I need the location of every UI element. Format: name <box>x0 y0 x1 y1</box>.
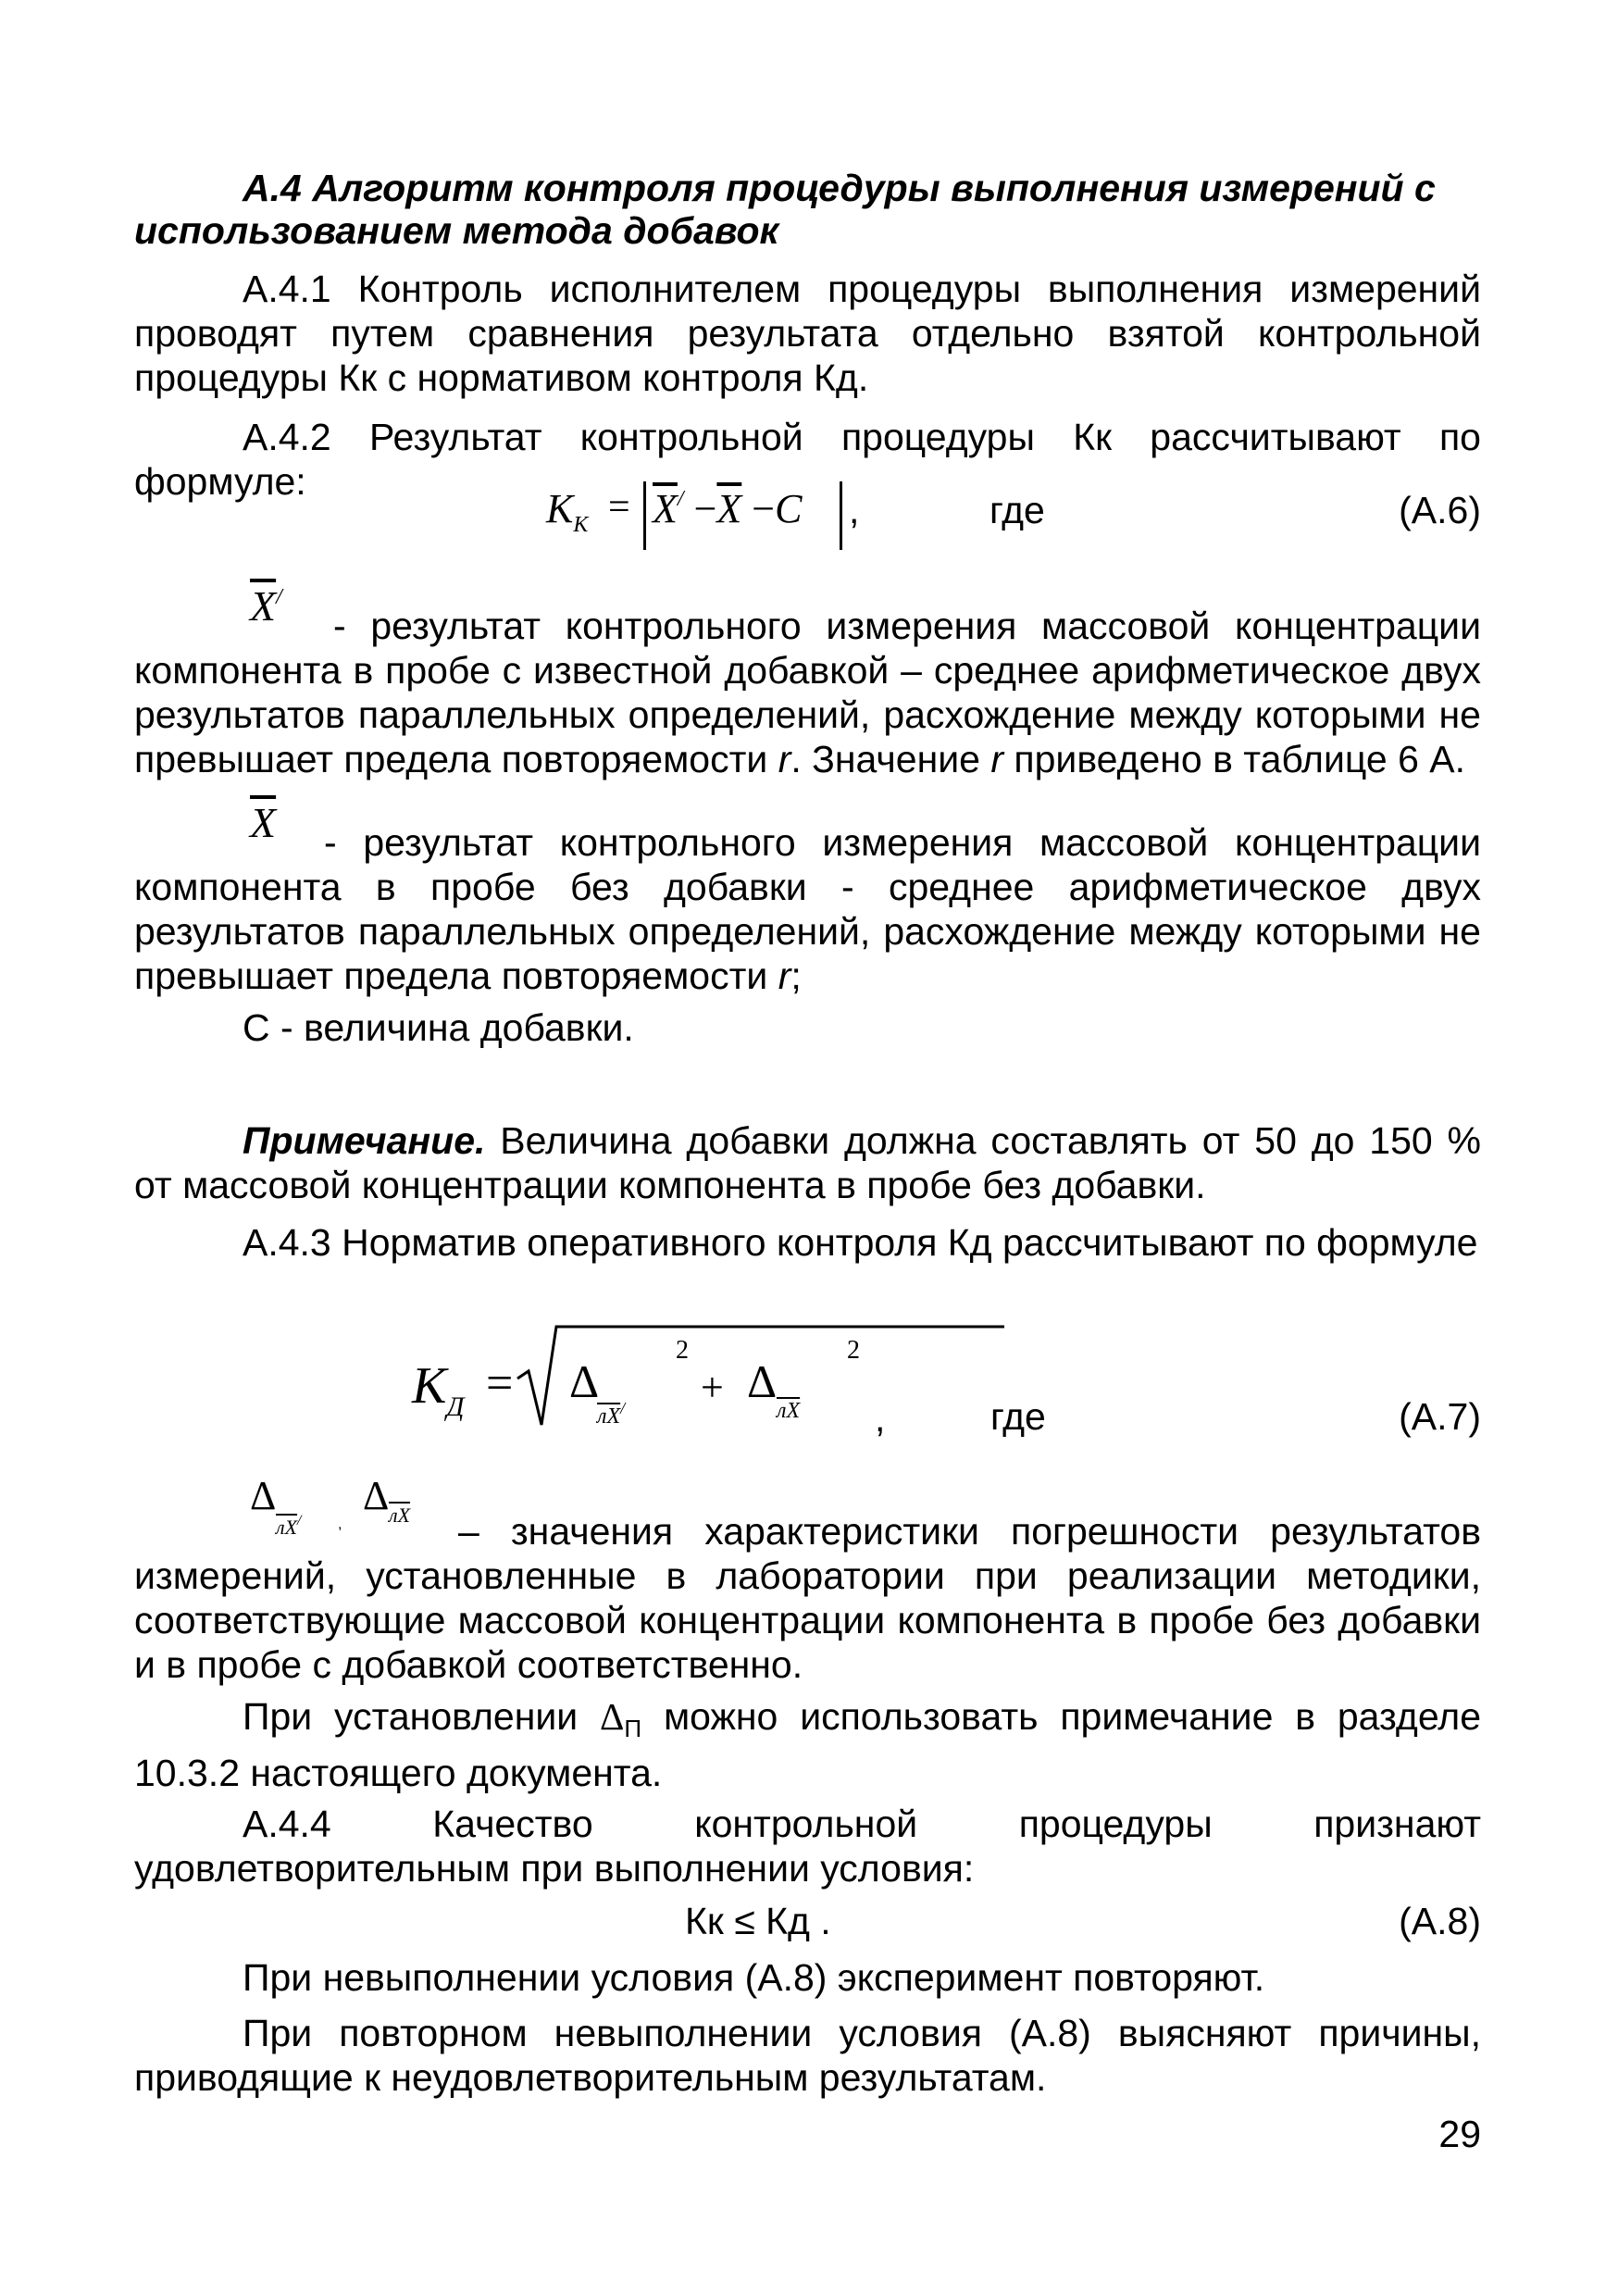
delta-symbol-2: Δ <box>363 1473 390 1518</box>
formula-a7-number: (А.7) <box>1399 1395 1481 1438</box>
paragraph-a43-block <box>134 1220 1481 1265</box>
paragraph-a41-block <box>134 267 1481 400</box>
page-number: 29 <box>1438 2113 1481 2155</box>
x-desc-block <box>134 798 1481 998</box>
xprime-description-end: приведено в таблице 6 А. <box>1014 738 1466 780</box>
x-description-r: r <box>778 955 791 997</box>
fail1-paragraph: При невыполнении условия (А.8) эксперимент повторяют. <box>243 1956 1265 1999</box>
formula-a8 <box>134 1900 1481 1946</box>
formula-a7-lhs-sub: Д <box>446 1391 465 1422</box>
c-desc-block <box>134 1005 1481 1050</box>
x-symbol-x: $\overline{X}$ <box>250 799 277 846</box>
delta-description: – значения характеристики погрешности результатов измерений, установленные в лаборатории при реализации методики, соответствующие массовой концентрации компонента в пробе без добавки и в пробе с добавкой соответственно. <box>134 1510 1481 1686</box>
delta-note-symbol-sub: П <box>624 1715 642 1742</box>
formula-a7-delta2: Δ <box>747 1355 778 1407</box>
note-label: Примечание. <box>243 1119 486 1162</box>
formula-a7-pow1: 2 <box>676 1336 689 1365</box>
xprime-description-tail: . Значение <box>790 738 980 780</box>
delta-note-a: При установлении <box>243 1695 579 1738</box>
formula-a7-lhs <box>412 1356 464 1423</box>
paragraph-a44-block <box>134 1802 1481 1890</box>
paragraph-a41: А.4.1 Контроль исполнителем процедуры выполнения измерений проводят путем сравнения результата отдельно взятой контрольной процедуры Кк с нормативом контроля Кд. <box>134 268 1481 399</box>
formula-a6-x1-prime: / <box>677 487 684 511</box>
formula-a7-delta1-prime: / <box>620 1399 626 1417</box>
formula-a6-x1: $\overline{X}$ <box>653 486 678 531</box>
xprime-symbol-x: $\overline{X}$ <box>250 582 277 630</box>
formula-a6-x2: $\overline{X}$ <box>716 486 742 531</box>
formula-a8-number: (А.8) <box>1399 1900 1481 1942</box>
x-description-text: - результат контрольного измерения массовой концентрации компонента в пробе без добавки - среднее арифметическое двух результатов параллельных определений, расхождение между которыми не превышает предела повторяемости <box>134 821 1481 997</box>
fail2-block <box>134 2011 1481 2100</box>
note-text: Величина добавки должна составлять от 50 до 150 % от массовой концентрации компонента в пробе без добавки. <box>134 1119 1481 1206</box>
note-paragraph <box>134 1118 1481 1207</box>
delta-symbols-comma: , <box>338 1516 342 1532</box>
c-description: С - величина добавки. <box>243 1006 634 1049</box>
formula-a6-abs-left <box>643 481 646 550</box>
delta-symbols <box>250 1472 565 1546</box>
formula-a7-eq: = <box>486 1357 514 1410</box>
xprime-description-text: - результат контрольного измерения массовой концентрации компонента в пробе с известной добавкой – среднее арифметическое двух результатов параллельных определений, расхождение между которыми не превышает предела повторяемости <box>134 605 1481 780</box>
formula-a7-pow2: 2 <box>847 1336 860 1365</box>
xprime-symbol-prime: / <box>276 585 282 609</box>
formula-a7-plus: + <box>701 1365 724 1410</box>
delta-symbol-1-sub <box>276 1513 301 1540</box>
delta-symbol-1-sub-text: лX <box>276 1516 298 1539</box>
delta-symbol-1-prime: / <box>297 1513 302 1529</box>
delta-note-block <box>134 1694 1481 1795</box>
formula-a6-minus1: − <box>693 486 717 531</box>
paragraph-a44: А.4.4 Качество контрольной процедуры признают удовлетворительным при выполнении условия: <box>134 1803 1481 1890</box>
xprime-desc-block <box>134 581 1481 781</box>
formula-a6-lhs <box>546 485 588 538</box>
fail2-paragraph: При повторном невыполнении условия (А.8) выясняют причины, приводящие к неудовлетворительным результатам. <box>134 2012 1481 2099</box>
x-description <box>134 820 1481 998</box>
formula-a6-lhs-k: K <box>546 486 574 531</box>
formula-a7-delta1-sub-text: лX <box>597 1404 621 1429</box>
xprime-description-r: r <box>778 738 791 780</box>
formula-a7-where: где <box>990 1395 1046 1438</box>
xprime-description <box>134 604 1481 781</box>
delta-symbol-1: Δ <box>250 1473 277 1518</box>
delta-symbol-2-sub-text: лX <box>389 1504 411 1527</box>
fail1-block <box>134 1955 1481 2000</box>
formula-a6-eq: = <box>608 486 630 529</box>
formula-a7-delta1: Δ <box>569 1355 600 1407</box>
formula-a6-minus2: − <box>752 486 776 531</box>
formula-a6-body <box>653 485 802 532</box>
section-heading-block <box>134 167 1481 252</box>
formula-a7 <box>134 1319 1481 1449</box>
formula-a7-delta2-sub <box>777 1399 800 1424</box>
section-heading: А.4 Алгоритм контроля процедуры выполнения измерений с использованием метода добавок <box>134 167 1436 252</box>
formula-a6-c: C <box>775 486 803 531</box>
xprime-description-r2: r <box>990 738 1004 780</box>
delta-symbol-2-sub <box>389 1504 410 1528</box>
formula-a6-where: где <box>989 489 1045 531</box>
formula-a7-lhs-k: K <box>412 1357 447 1415</box>
delta-desc-block <box>134 1472 1481 1687</box>
paragraph-a43: А.4.3 Норматив оперативного контроля Кд рассчитывают по формуле <box>243 1221 1478 1264</box>
formula-a8-expr: Кк ≤ Кд . <box>685 1900 831 1942</box>
delta-note-b: можно использовать примечание в разделе 10.3.2 настоящего документа. <box>134 1695 1481 1794</box>
formula-a6-number: (А.6) <box>1399 489 1481 531</box>
formula-a7-comma: , <box>875 1397 886 1440</box>
paragraph-a42: А.4.2 Результат контрольной процедуры Кк рассчитывают по формуле: <box>134 416 1481 503</box>
formula-a6-lhs-sub: К <box>573 513 589 537</box>
formula-a6-abs-right <box>840 481 842 550</box>
note-block <box>134 1118 1481 1207</box>
formula-a6 <box>134 481 1481 555</box>
formula-a6-comma: , <box>849 489 860 531</box>
x-description-end: ; <box>790 955 802 997</box>
delta-note <box>134 1694 1481 1795</box>
xprime-symbol <box>250 581 282 630</box>
delta-note-symbol: Δ <box>600 1695 625 1738</box>
formula-a7-delta1-sub <box>597 1399 625 1429</box>
formula-a7-delta2-sub-text: лX <box>777 1399 801 1423</box>
x-symbol <box>250 798 276 847</box>
